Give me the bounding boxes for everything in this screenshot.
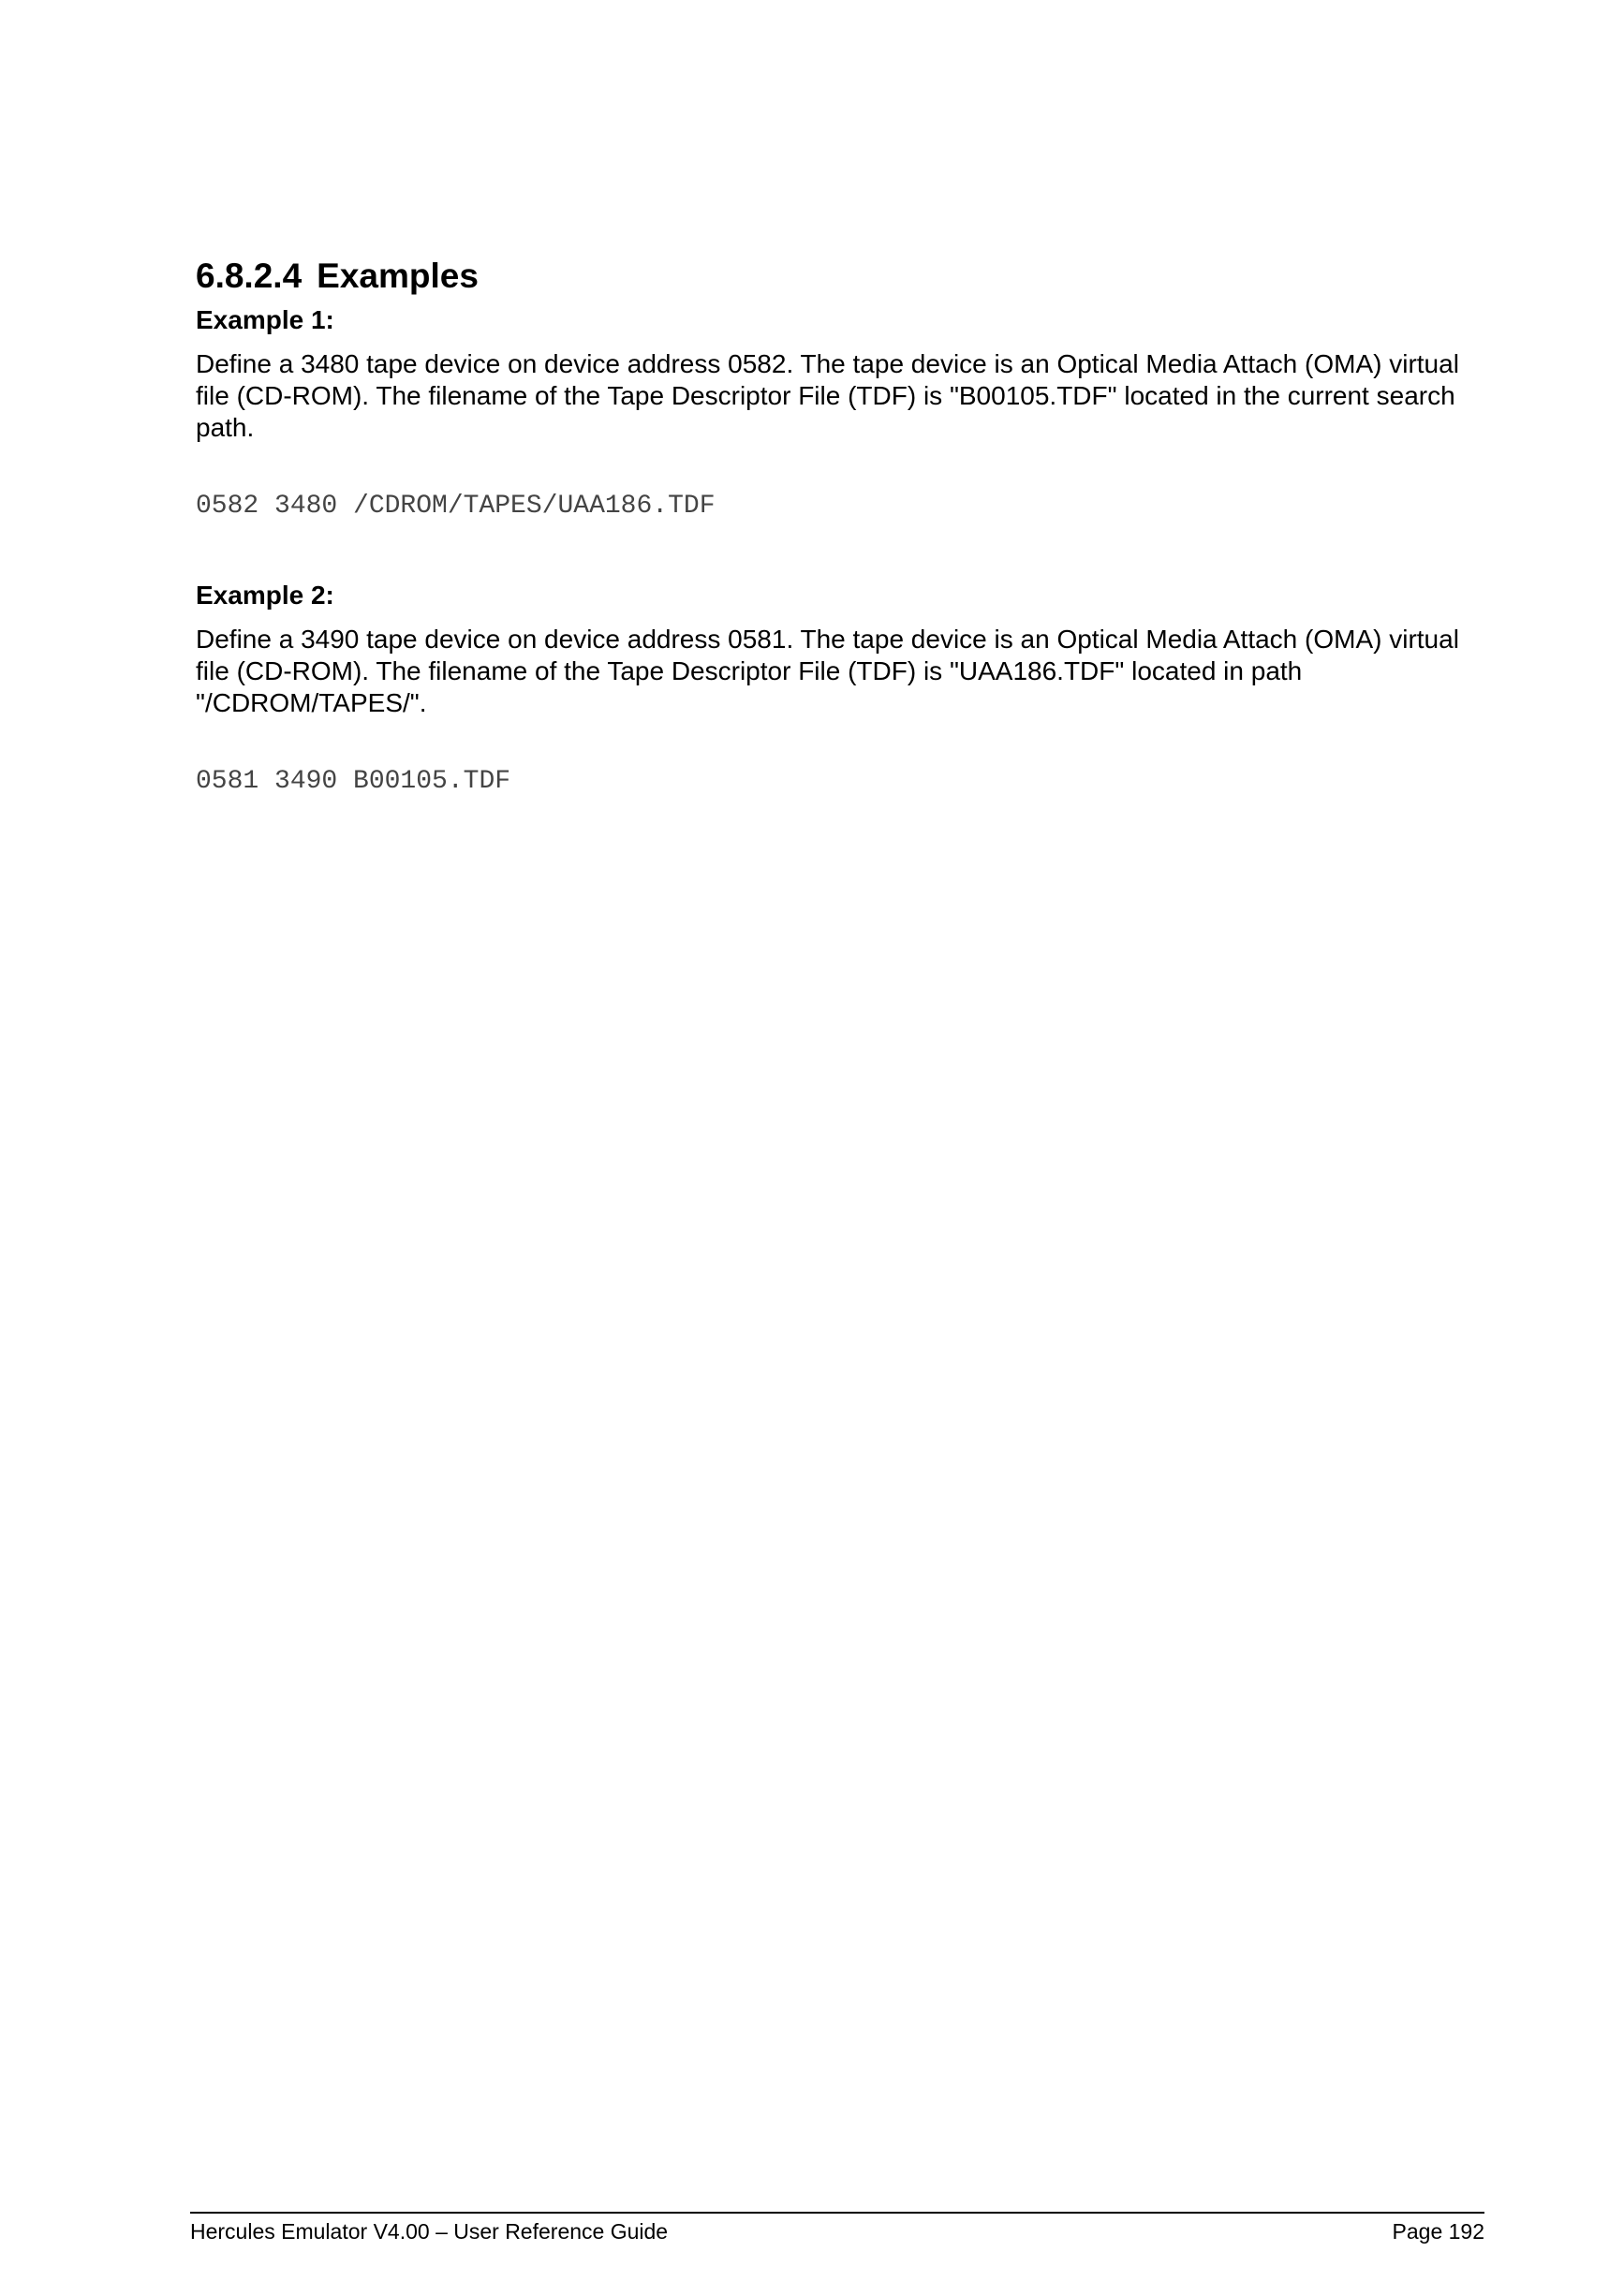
section-heading (196, 255, 1488, 298)
page-footer (190, 2212, 1484, 2245)
page-content (196, 255, 1488, 798)
footer-page-number: Page 192 (1392, 2219, 1484, 2244)
example-1-description: Define a 3480 tape device on device address 0582. The tape device is an Optical Media Attach (OMA) virtual file (CD-ROM). The filename of the Tape Descriptor File (TDF) is "B00105.TDF" located in the current search path. (196, 349, 1459, 442)
example-1-code: 0582 3480 /CDROM/TAPES/UAA186.TDF (196, 492, 716, 521)
footer-document-title: Hercules Emulator V4.00 – User Reference Guide (190, 2219, 669, 2244)
example-2-description: Define a 3490 tape device on device address 0581. The tape device is an Optical Media Attach (OMA) virtual file (CD-ROM). The filename of the Tape Descriptor File (TDF) is "UAA186.TDF" located in path "/CDROM/TAPES/". (196, 625, 1459, 717)
section-number: 6.8.2.4 (196, 257, 303, 295)
example-1-heading: Example 1: (196, 305, 334, 334)
section-title: Examples (317, 257, 479, 295)
example-2-heading: Example 2: (196, 581, 334, 610)
example-2-code: 0581 3490 B00105.TDF (196, 767, 511, 796)
